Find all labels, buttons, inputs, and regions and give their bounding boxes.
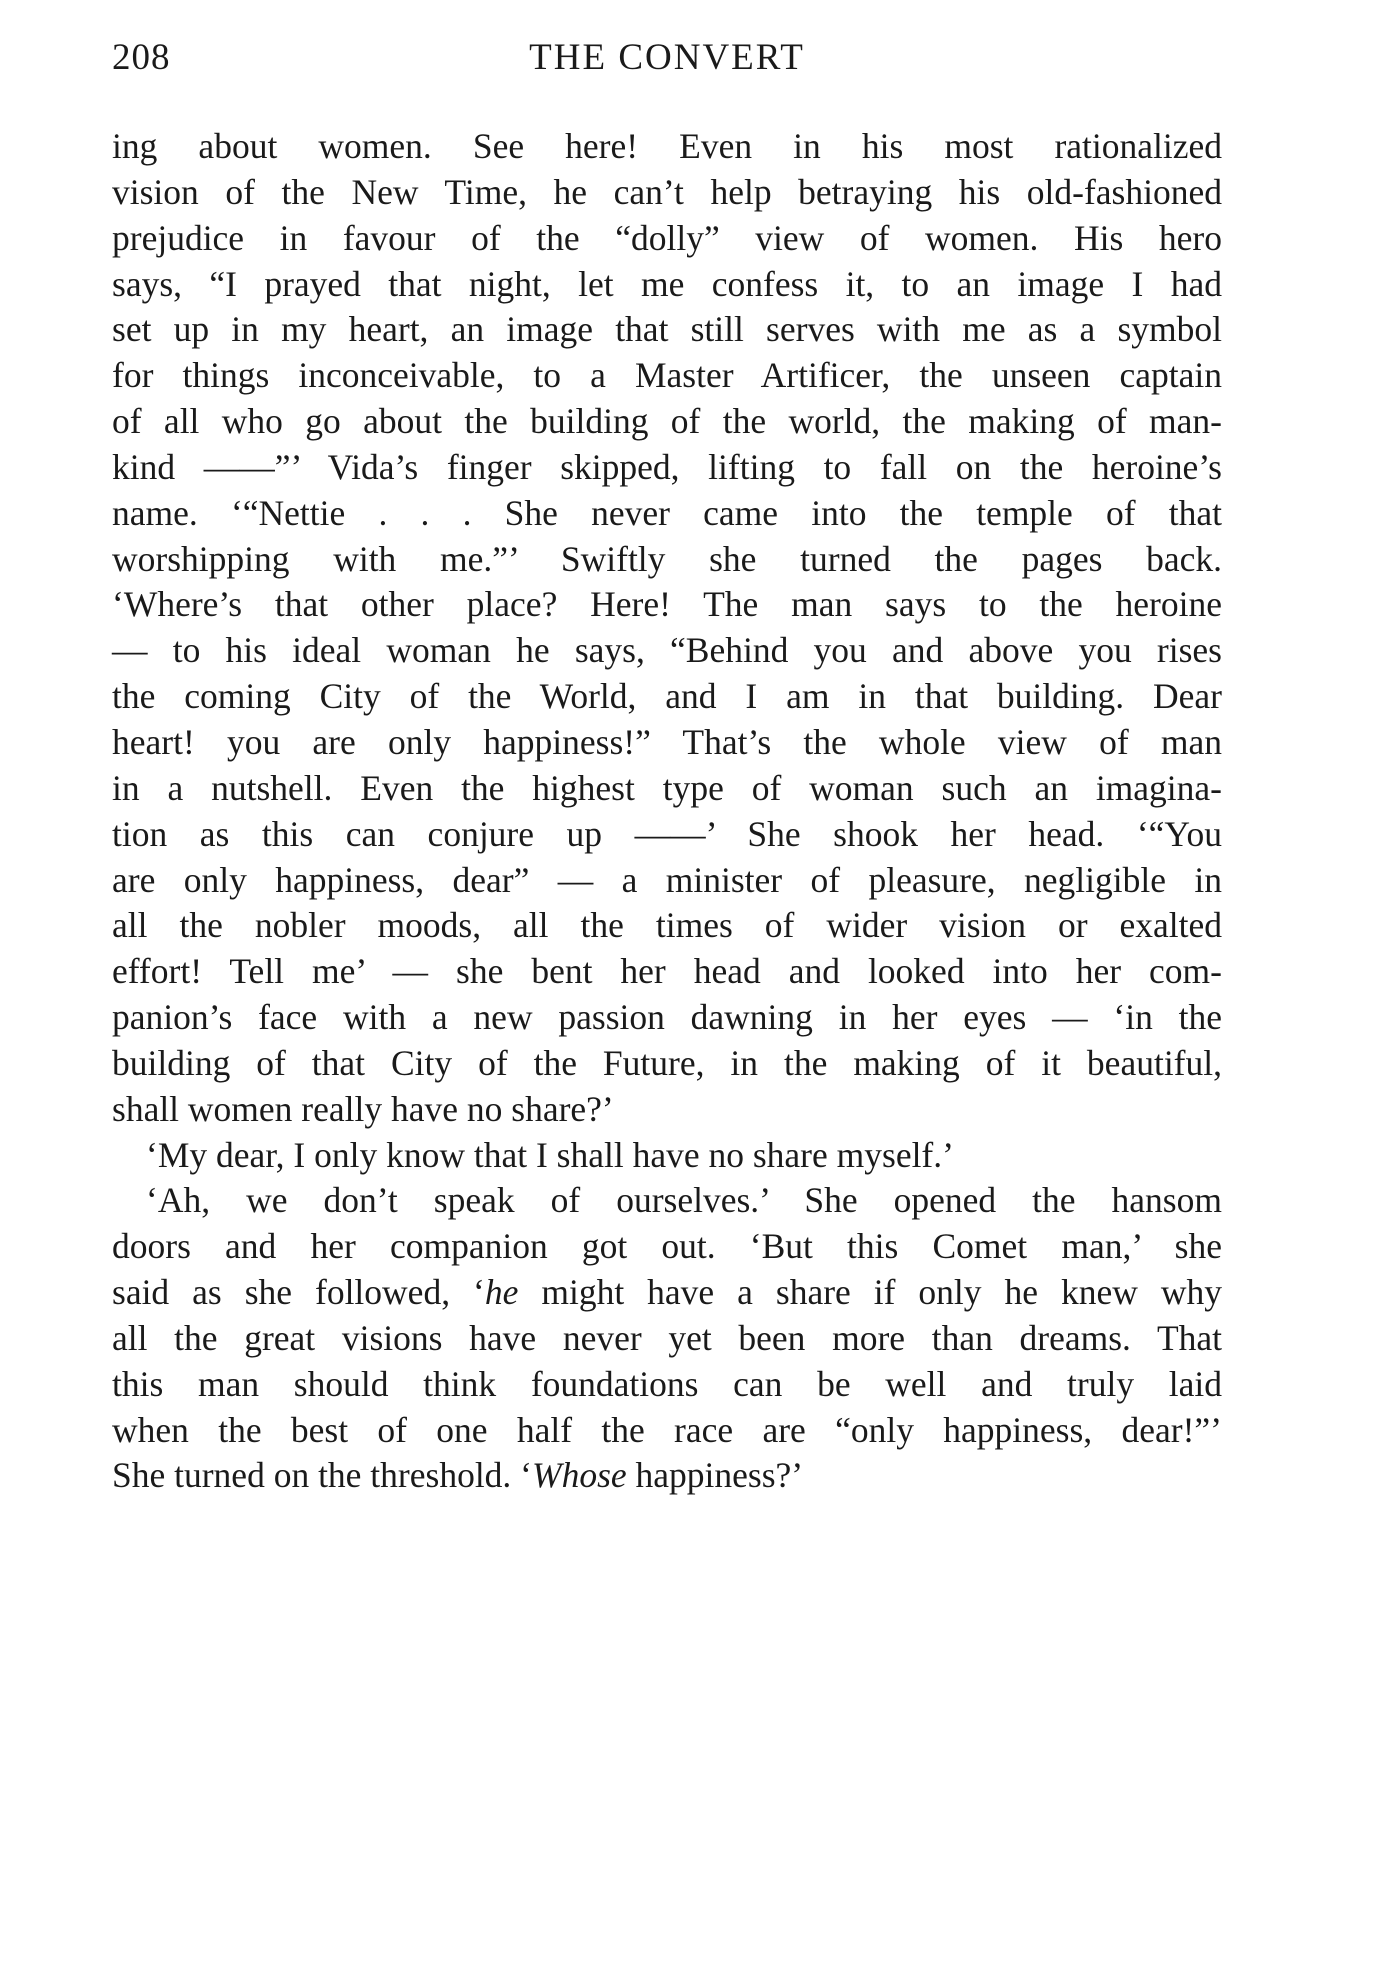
- text-line: ‘My dear, I only know that I shall have no share myself.’: [146, 1134, 954, 1175]
- text-line: says, “I prayed that night, let me confess it, to an image I had: [112, 263, 1222, 304]
- running-head: [112, 30, 1222, 86]
- text-line: — to his ideal woman he says, “Behind you and above you rises: [112, 630, 1222, 671]
- text-line: building of that City of the Future, in the making of it beautiful,: [112, 1042, 1222, 1083]
- text-line: ‘Where’s that other place? Here! The man says to the heroine: [112, 584, 1222, 625]
- text-line: kind ——”’ Vida’s finger skipped, lifting to fall on the heroine’s: [112, 446, 1222, 487]
- text-line: heart! you are only happiness!” That’s the whole view of man: [112, 721, 1222, 762]
- text-line: prejudice in favour of the “dolly” view of women. His hero: [112, 217, 1222, 258]
- text-line: in a nutshell. Even the highest type of woman such an imagina-: [112, 767, 1222, 808]
- running-title: THE CONVERT: [529, 37, 805, 78]
- text-line: shall women really have no share?’: [112, 1088, 614, 1129]
- text-line: name. ‘“Nettie . . . She never came into the temple of that: [112, 492, 1222, 533]
- text-line: ing about women. See here! Even in his most rationalized: [112, 126, 1222, 166]
- text-line: of all who go about the building of the world, the making of man-: [112, 401, 1222, 442]
- paragraph: [112, 1178, 1222, 1499]
- text-line: when the best of one half the race are “only happiness, dear!”’: [112, 1409, 1222, 1450]
- text-line: for things inconceivable, to a Master Artificer, the unseen captain: [112, 355, 1222, 396]
- emphasis: he: [484, 1272, 519, 1313]
- text-line: [112, 1453, 1222, 1499]
- text-segment: said as she followed, ‘: [112, 1272, 485, 1313]
- text-line: set up in my heart, an image that still serves with me as a symbol: [112, 309, 1222, 350]
- text-segment: might have a share if only he knew why: [518, 1272, 1222, 1313]
- text-segment: She turned on the threshold. ‘: [112, 1455, 533, 1496]
- text-line: panion’s face with a new passion dawning in her eyes — ‘in the: [112, 997, 1222, 1038]
- text-line: are only happiness, dear” — a minister of pleasure, negligible in: [112, 859, 1222, 900]
- body-text: [112, 124, 1222, 1499]
- text-line: worshipping with me.”’ Swiftly she turned the pages back.: [112, 538, 1222, 579]
- text-line: the coming City of the World, and I am in that building. Dear: [112, 676, 1222, 717]
- page-number: 208: [112, 37, 171, 78]
- text-line: doors and her companion got out. ‘But this Comet man,’ she: [112, 1226, 1222, 1267]
- emphasis: Whose: [532, 1455, 627, 1496]
- text-line: [112, 1270, 1222, 1316]
- text-line: effort! Tell me’ — she bent her head and looked into her com-: [112, 951, 1222, 992]
- text-line: tion as this can conjure up ——’ She shook her head. ‘“You: [112, 813, 1222, 854]
- paragraph: [112, 124, 1222, 1133]
- text-line: vision of the New Time, he can’t help betraying his old-fashioned: [112, 171, 1222, 212]
- text-segment: happiness?’: [626, 1455, 804, 1496]
- paragraph: [112, 1133, 1222, 1179]
- text-line: ‘Ah, we don’t speak of ourselves.’ She opened the hansom: [146, 1180, 1222, 1221]
- text-line: all the nobler moods, all the times of wider vision or exalted: [112, 905, 1222, 946]
- text-line: all the great visions have never yet been more than dreams. That: [112, 1317, 1222, 1358]
- text-line: this man should think foundations can be well and truly laid: [112, 1363, 1222, 1404]
